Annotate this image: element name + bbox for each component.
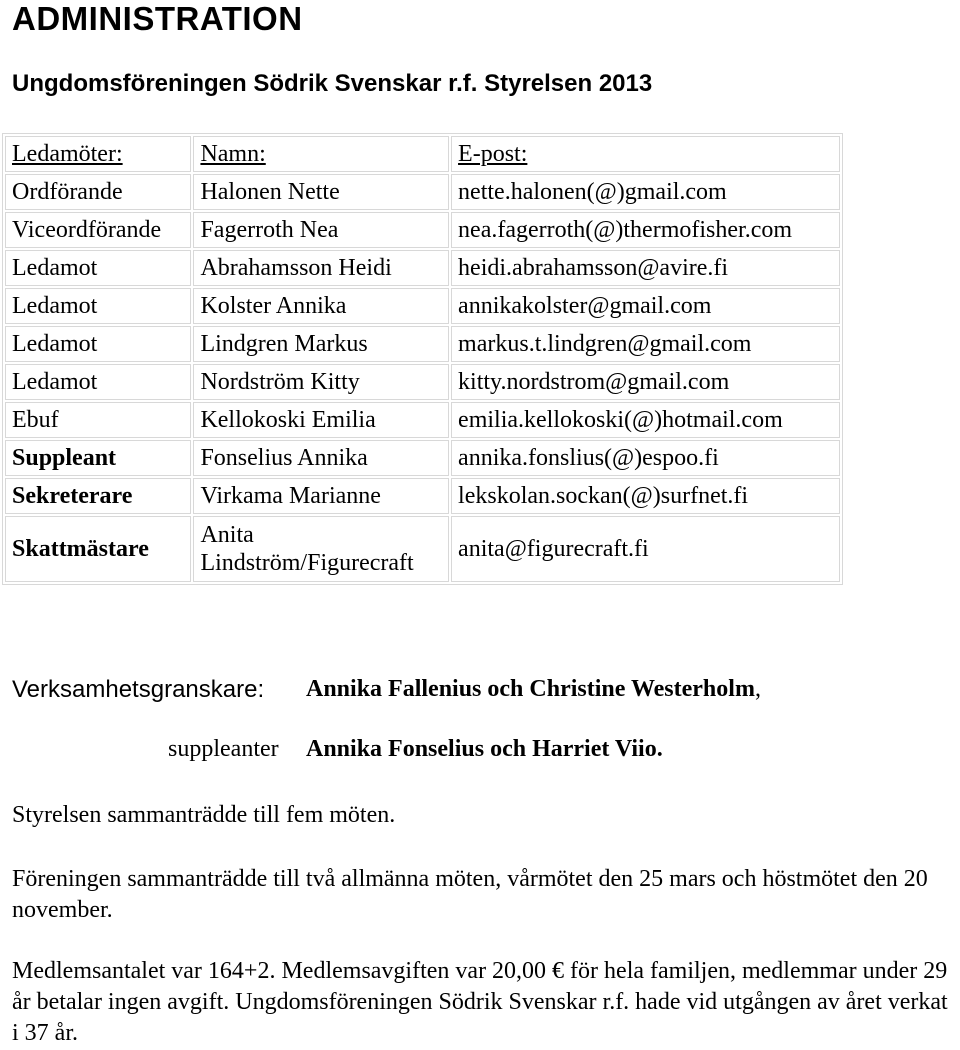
table-header-row — [5, 136, 840, 172]
table-row — [5, 326, 840, 362]
name-cell: Kolster Annika — [193, 288, 449, 324]
header-name: Namn: — [193, 136, 449, 172]
role-cell: Ledamot — [5, 364, 191, 400]
page-heading: ADMINISTRATION — [12, 0, 303, 37]
deputy-auditors-names: Annika Fonselius och Harriet Viio. — [306, 736, 663, 762]
email-cell: anita@figurecraft.fi — [451, 516, 840, 582]
role-cell: Ebuf — [5, 402, 191, 438]
auditors-line — [306, 676, 761, 703]
role-cell: Viceordförande — [5, 212, 191, 248]
email-cell: annika.fonslius(@)espoo.fi — [451, 440, 840, 476]
membership-paragraph: Medlemsantalet var 164+2. Medlemsavgiften var 20,00 € för hela familjen, medlemmar under 29 år betalar ingen avgift. Ungdomsföreningen Södrik Svenskar r.f. hade vid utgången av året verkat i 37 år. — [12, 958, 948, 1046]
name-cell: Lindgren Markus — [193, 326, 449, 362]
auditors-comma: , — [754, 676, 761, 702]
name-cell: Kellokoski Emilia — [193, 402, 449, 438]
role-cell: Sekreterare — [5, 478, 191, 514]
name-cell: Halonen Nette — [193, 174, 449, 210]
name-cell: Fonselius Annika — [193, 440, 449, 476]
name-cell: Nordström Kitty — [193, 364, 449, 400]
board-members-table — [2, 133, 843, 585]
name-cell: Fagerroth Nea — [193, 212, 449, 248]
email-cell: heidi.abrahamsson@avire.fi — [451, 250, 840, 286]
table-row — [5, 174, 840, 210]
email-cell: lekskolan.sockan(@)surfnet.fi — [451, 478, 840, 514]
board-meetings-paragraph: Styrelsen sammanträdde till fem möten. — [12, 802, 396, 828]
email-cell: markus.t.lindgren@gmail.com — [451, 326, 840, 362]
name-cell: Abrahamsson Heidi — [193, 250, 449, 286]
auditors-label: Verksamhetsgranskare: — [12, 676, 265, 703]
table-row — [5, 288, 840, 324]
email-cell: annikakolster@gmail.com — [451, 288, 840, 324]
header-role: Ledamöter: — [5, 136, 191, 172]
email-cell: nea.fagerroth(@)thermofisher.com — [451, 212, 840, 248]
email-cell: emilia.kellokoski(@)hotmail.com — [451, 402, 840, 438]
table-row — [5, 478, 840, 514]
general-meetings-paragraph: Föreningen sammanträdde till två allmänna möten, vårmötet den 25 mars och höstmötet den 20 november. — [12, 866, 928, 923]
email-cell: nette.halonen(@)gmail.com — [451, 174, 840, 210]
table-row — [5, 516, 840, 582]
email-cell: kitty.nordstrom@gmail.com — [451, 364, 840, 400]
auditors-names: Annika Fallenius och Christine Westerholm — [306, 676, 755, 702]
name-cell: Anita Lindström/Figurecraft — [193, 516, 449, 582]
table-row — [5, 212, 840, 248]
role-cell: Ledamot — [5, 288, 191, 324]
table-row — [5, 364, 840, 400]
role-cell: Suppleant — [5, 440, 191, 476]
role-cell: Ledamot — [5, 326, 191, 362]
header-email: E-post: — [451, 136, 840, 172]
table-row — [5, 250, 840, 286]
role-cell: Ledamot — [5, 250, 191, 286]
deputy-auditors-label: suppleanter — [168, 736, 279, 762]
board-title: Ungdomsföreningen Södrik Svenskar r.f. Styrelsen 2013 — [12, 70, 653, 97]
role-cell: Skattmästare — [5, 516, 191, 582]
table-row — [5, 440, 840, 476]
name-cell: Virkama Marianne — [193, 478, 449, 514]
role-cell: Ordförande — [5, 174, 191, 210]
table-row — [5, 402, 840, 438]
